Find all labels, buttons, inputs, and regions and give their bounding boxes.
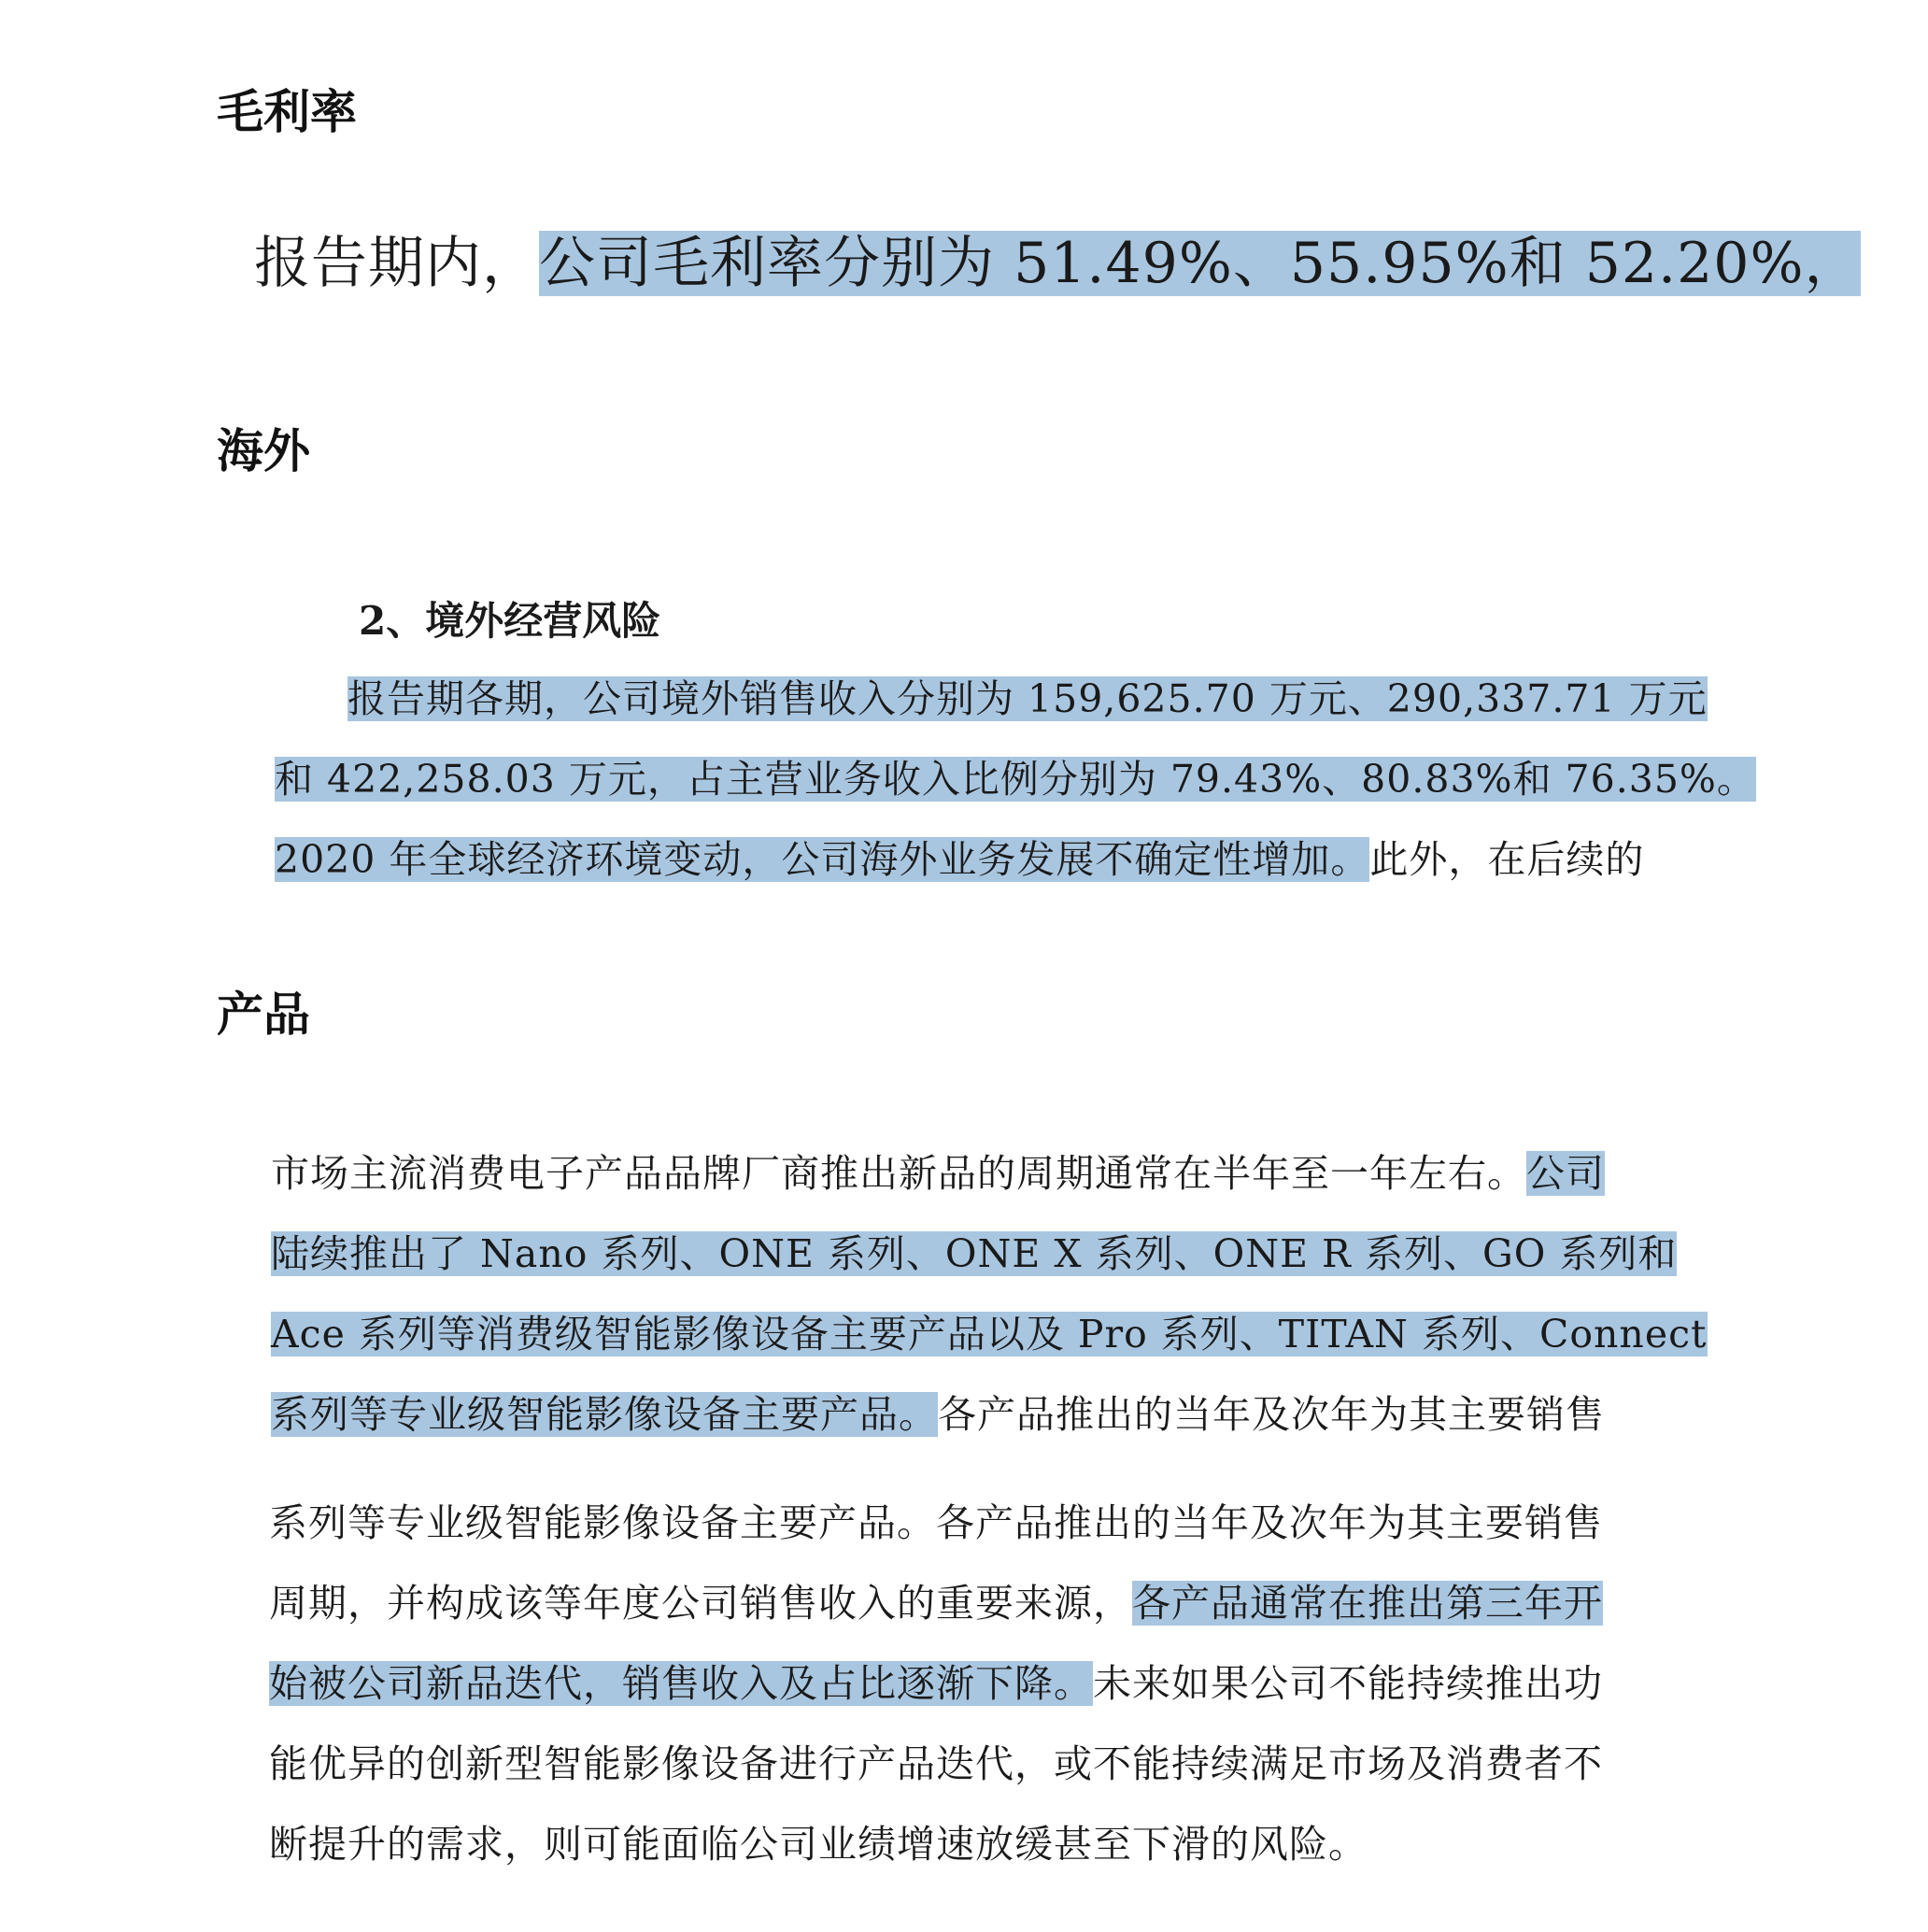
- gross-margin-line: [254, 226, 1861, 301]
- product-b2-line-4: [269, 1736, 1603, 1792]
- product-b2-line-2: [269, 1575, 1603, 1631]
- product-b1-line-4: [271, 1386, 1605, 1442]
- product-b2-line-2-plain: 周期，并构成该等年度公司销售收入的重要来源，: [269, 1581, 1132, 1626]
- heading-overseas: 海外: [217, 424, 310, 478]
- product-b1-line-3-highlight: Ace 系列等消费级智能影像设备主要产品以及 Pro 系列、TITAN 系列、Connect: [271, 1312, 1708, 1357]
- overseas-line-2: [275, 751, 1756, 807]
- product-b2-line-5: [269, 1816, 1368, 1872]
- overseas-line-3: [275, 831, 1704, 888]
- product-b2-line-2-highlight: 各产品通常在推出第三年开: [1132, 1581, 1603, 1626]
- product-b1-line-4-highlight: 系列等专业级智能影像设备主要产品。: [271, 1392, 938, 1437]
- product-b1-line-2-highlight: 陆续推出了 Nano 系列、ONE 系列、ONE X 系列、ONE R 系列、GO 系列和: [271, 1231, 1678, 1276]
- product-b2-line-5-plain: 断提升的需求，则可能面临公司业绩增速放缓甚至下滑的风险。: [269, 1822, 1368, 1867]
- heading-product: 产品: [217, 987, 310, 1042]
- product-b2-line-1-plain: 系列等专业级智能影像设备主要产品。各产品推出的当年及次年为其主要销售: [269, 1500, 1603, 1545]
- heading-gross-margin: 毛利率: [217, 85, 357, 139]
- gross-margin-highlight: 公司毛利率分别为 51.49%、55.95%和 52.20%，: [539, 231, 1862, 296]
- overseas-line-1: [347, 671, 1708, 727]
- product-b1-line-4-tail: 各产品推出的当年及次年为其主要销售: [938, 1392, 1605, 1437]
- product-b1-line-1-plain: 市场主流消费电子产品品牌厂商推出新品的周期通常在半年至一年左右。: [271, 1151, 1526, 1196]
- product-b2-line-4-plain: 能优异的创新型智能影像设备进行产品迭代，或不能持续满足市场及消费者不: [269, 1741, 1603, 1786]
- overseas-subheading: 2、境外经营风险: [359, 598, 661, 644]
- overseas-line-3-plain: 此外，在后续的: [1369, 837, 1645, 882]
- gross-margin-plain: 报告期内，: [254, 231, 539, 296]
- product-b2-line-3-highlight: 始被公司新品迭代，销售收入及占比逐渐下降。: [269, 1661, 1093, 1706]
- overseas-line-3-highlight: 2020 年全球经济环境变动，公司海外业务发展不确定性增加。: [275, 837, 1370, 882]
- product-b1-line-3: [271, 1306, 1708, 1362]
- product-b1-line-2: [271, 1226, 1677, 1282]
- overseas-line-2-highlight: 和 422,258.03 万元，占主营业务收入比例分别为 79.43%、80.83%和 76.35%。: [275, 757, 1756, 802]
- product-b1-line-1-highlight: 公司: [1526, 1151, 1605, 1196]
- product-b1-line-1: [271, 1145, 1605, 1201]
- product-b2-line-1: [269, 1495, 1603, 1551]
- overseas-line-1-highlight: 报告期各期，公司境外销售收入分别为 159,625.70 万元、290,337.71 万元: [347, 676, 1708, 721]
- product-b2-line-3-tail: 未来如果公司不能持续推出功: [1093, 1661, 1603, 1706]
- product-b2-line-3: [269, 1655, 1603, 1712]
